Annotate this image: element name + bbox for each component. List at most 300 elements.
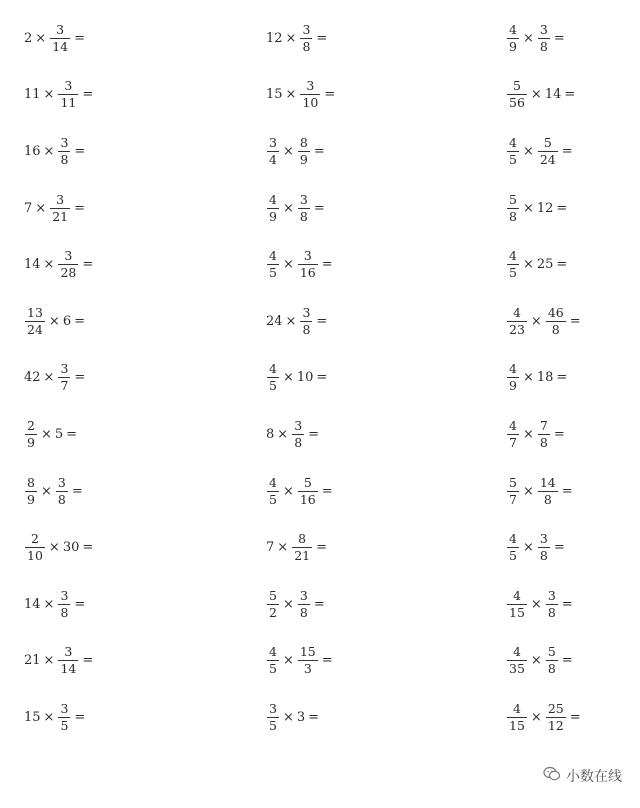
times-sign: × — [48, 313, 60, 329]
numerator: 4 — [509, 417, 517, 433]
numerator: 4 — [512, 700, 521, 716]
multiplication-problem — [24, 633, 224, 690]
equals-sign: = — [324, 87, 336, 103]
multiplication-problem — [506, 236, 640, 293]
denominator: 8 — [547, 604, 556, 620]
denominator: 5 — [269, 661, 277, 677]
denominator: 5 — [509, 151, 517, 167]
multiplication-problem — [24, 293, 224, 350]
times-sign: × — [530, 709, 542, 725]
denominator: 21 — [52, 208, 69, 224]
fraction-stack — [25, 476, 37, 507]
fraction-stack — [58, 362, 70, 393]
numerator: 4 — [269, 361, 277, 377]
fraction-stack — [298, 136, 310, 167]
denominator: 14 — [52, 38, 69, 54]
numerator: 3 — [269, 134, 277, 150]
multiplication-problem — [24, 576, 224, 633]
fraction-stack — [507, 193, 519, 224]
fraction — [266, 476, 280, 507]
equals-sign: = — [71, 483, 83, 499]
multiplication-problem — [266, 406, 466, 463]
numerator: 3 — [303, 248, 312, 264]
numerator: 4 — [509, 531, 517, 547]
equals-sign: = — [74, 30, 85, 46]
times-sign: × — [522, 540, 534, 556]
denominator: 15 — [509, 604, 525, 620]
fraction — [506, 306, 528, 337]
times-sign: × — [522, 200, 534, 216]
numerator: 3 — [269, 700, 277, 716]
multiplication-problem — [24, 10, 224, 67]
equals-sign: = — [82, 653, 94, 669]
denominator: 16 — [299, 491, 316, 507]
fraction-stack — [58, 79, 78, 110]
multiplication-problem — [24, 123, 224, 180]
whole-number: 10 — [296, 370, 314, 386]
equals-sign: = — [321, 653, 333, 669]
fraction-stack — [546, 306, 566, 337]
numerator: 14 — [539, 474, 556, 490]
numerator: 4 — [269, 644, 277, 660]
whole-number: 8 — [266, 426, 275, 442]
equals-sign: = — [74, 370, 86, 386]
equals-sign: = — [74, 596, 86, 612]
times-sign: × — [522, 483, 534, 499]
multiplication-problem — [266, 10, 466, 67]
multiplication-problem — [266, 293, 466, 350]
fraction-stack — [298, 249, 318, 280]
fraction — [537, 476, 559, 507]
denominator: 8 — [547, 661, 556, 677]
times-sign: × — [282, 200, 294, 216]
fraction-stack — [50, 23, 70, 54]
times-sign: × — [43, 370, 55, 386]
whole-number: 42 — [24, 370, 41, 386]
fraction-stack — [300, 306, 312, 337]
whole-number: 18 — [536, 370, 554, 386]
fraction — [506, 702, 528, 733]
multiplication-problem — [506, 10, 640, 67]
whole-number: 12 — [266, 30, 283, 46]
whole-number: 30 — [62, 540, 80, 556]
times-sign: × — [43, 143, 55, 159]
multiplication-problem — [24, 689, 224, 746]
fraction — [57, 249, 79, 280]
fraction-stack — [58, 589, 70, 620]
denominator: 5 — [269, 491, 277, 507]
multiplication-problem — [266, 463, 466, 520]
fraction-stack — [292, 419, 304, 450]
denominator: 9 — [509, 38, 517, 54]
multiplication-problem — [24, 67, 224, 124]
fraction-stack — [300, 79, 320, 110]
numerator: 5 — [303, 474, 312, 490]
multiplication-problem — [266, 350, 466, 407]
numerator: 7 — [539, 417, 548, 433]
numerator: 3 — [64, 78, 73, 94]
numerator: 4 — [509, 361, 517, 377]
equals-sign: = — [316, 370, 328, 386]
multiplication-problem — [506, 576, 640, 633]
denominator: 10 — [302, 95, 319, 111]
numerator: 3 — [547, 587, 556, 603]
numerator: 5 — [512, 78, 521, 94]
numerator: 3 — [302, 304, 311, 320]
times-sign: × — [285, 30, 297, 46]
fraction-stack — [507, 136, 519, 167]
times-sign: × — [522, 370, 534, 386]
times-sign: × — [48, 540, 60, 556]
fraction — [57, 136, 71, 167]
multiplication-problem — [506, 350, 640, 407]
multiplication-problem — [506, 293, 640, 350]
multiplication-problem — [24, 406, 224, 463]
times-sign: × — [285, 313, 297, 329]
multiplication-problem — [506, 123, 640, 180]
wechat-icon — [543, 766, 566, 786]
fraction — [537, 23, 551, 54]
denominator: 23 — [509, 321, 525, 337]
numerator: 15 — [299, 644, 316, 660]
whole-number: 14 — [24, 596, 41, 612]
watermark-text: 小数在线 — [566, 769, 622, 785]
times-sign: × — [35, 200, 47, 216]
numerator: 4 — [509, 248, 517, 264]
denominator: 15 — [509, 717, 525, 733]
numerator: 8 — [299, 134, 308, 150]
denominator: 28 — [60, 265, 77, 281]
fraction-stack — [298, 476, 318, 507]
fraction-stack — [267, 589, 279, 620]
numerator: 8 — [298, 531, 307, 547]
numerator: 3 — [64, 248, 73, 264]
numerator: 13 — [27, 304, 43, 320]
numerator: 4 — [269, 474, 277, 490]
equals-sign: = — [74, 143, 86, 159]
denominator: 8 — [539, 434, 548, 450]
numerator: 3 — [57, 474, 66, 490]
denominator: 16 — [299, 265, 316, 281]
fraction-stack — [267, 136, 279, 167]
equals-sign: = — [556, 370, 568, 386]
multiplication-problem — [24, 350, 224, 407]
fraction — [297, 136, 311, 167]
denominator: 8 — [299, 208, 308, 224]
whole-number: 15 — [266, 87, 283, 103]
equals-sign: = — [561, 143, 573, 159]
equals-sign: = — [74, 200, 85, 216]
fraction-stack — [507, 419, 519, 450]
denominator: 5 — [60, 717, 69, 733]
times-sign: × — [522, 426, 534, 442]
equals-sign: = — [553, 426, 565, 442]
denominator: 9 — [27, 491, 35, 507]
times-sign: × — [282, 370, 294, 386]
fraction — [57, 362, 71, 393]
equals-sign: = — [308, 709, 320, 725]
multiplication-problem — [266, 519, 466, 576]
multiplication-problem — [506, 689, 640, 746]
times-sign: × — [43, 653, 55, 669]
numerator: 3 — [56, 21, 65, 37]
fraction-stack — [267, 249, 279, 280]
fraction — [291, 419, 305, 450]
numerator: 5 — [543, 134, 552, 150]
equals-sign: = — [321, 257, 333, 273]
fraction-stack — [507, 589, 527, 620]
denominator: 14 — [60, 661, 77, 677]
numerator: 4 — [509, 134, 517, 150]
numerator: 3 — [60, 134, 69, 150]
equals-sign: = — [561, 596, 573, 612]
denominator: 8 — [60, 604, 69, 620]
fraction — [57, 589, 71, 620]
times-sign: × — [43, 257, 55, 273]
fraction-stack — [538, 476, 558, 507]
fraction — [506, 362, 520, 393]
times-sign: × — [530, 596, 542, 612]
multiplication-problem — [266, 689, 466, 746]
denominator: 8 — [60, 151, 69, 167]
multiplication-problem — [506, 406, 640, 463]
denominator: 7 — [509, 434, 517, 450]
whole-number: 7 — [24, 200, 33, 216]
fraction — [545, 645, 559, 676]
fraction-stack — [546, 589, 558, 620]
fraction-stack — [298, 645, 318, 676]
times-sign: × — [282, 596, 294, 612]
times-sign: × — [530, 87, 542, 103]
fraction-stack — [507, 702, 527, 733]
whole-number: 2 — [24, 30, 33, 46]
fraction — [266, 136, 280, 167]
fraction — [297, 645, 319, 676]
numerator: 25 — [547, 700, 564, 716]
numerator: 2 — [30, 531, 39, 547]
denominator: 8 — [57, 491, 66, 507]
fraction — [537, 532, 551, 563]
equals-sign: = — [316, 540, 327, 556]
multiplication-problem — [506, 519, 640, 576]
whole-number: 11 — [24, 87, 41, 103]
whole-number: 12 — [536, 200, 554, 216]
fraction-stack — [507, 645, 527, 676]
times-sign: × — [40, 426, 52, 442]
fraction-stack — [292, 532, 312, 563]
times-sign: × — [282, 257, 294, 273]
fraction-stack — [538, 136, 558, 167]
whole-number: 21 — [24, 653, 41, 669]
fraction — [545, 702, 567, 733]
equals-sign: = — [308, 426, 320, 442]
fraction — [299, 79, 321, 110]
numerator: 3 — [539, 21, 548, 37]
fraction — [266, 702, 280, 733]
equals-sign: = — [564, 87, 576, 103]
fraction-stack — [507, 306, 527, 337]
fraction — [299, 306, 313, 337]
equals-sign: = — [313, 200, 325, 216]
whole-number: 7 — [266, 540, 275, 556]
multiplication-problem — [506, 67, 640, 124]
times-sign: × — [282, 709, 294, 725]
numerator: 5 — [509, 474, 517, 490]
times-sign: × — [522, 143, 534, 159]
multiplication-problem — [506, 180, 640, 237]
times-sign: × — [277, 426, 289, 442]
numerator: 3 — [294, 417, 303, 433]
numerator: 3 — [60, 700, 69, 716]
numerator: 46 — [547, 304, 564, 320]
fraction — [24, 419, 38, 450]
times-sign: × — [35, 30, 47, 46]
multiplication-problem — [266, 67, 466, 124]
fraction-stack — [56, 476, 68, 507]
times-sign: × — [282, 483, 294, 499]
numerator: 3 — [56, 191, 65, 207]
numerator: 3 — [302, 21, 311, 37]
whole-number: 14 — [24, 257, 41, 273]
multiplication-problem — [266, 180, 466, 237]
fraction-stack — [298, 589, 310, 620]
equals-sign: = — [74, 313, 85, 329]
times-sign: × — [43, 87, 55, 103]
denominator: 5 — [509, 265, 517, 281]
numerator: 3 — [60, 361, 69, 377]
equals-sign: = — [569, 709, 581, 725]
denominator: 9 — [27, 434, 35, 450]
fraction-stack — [538, 419, 550, 450]
whole-number: 14 — [544, 87, 562, 103]
fraction — [57, 645, 79, 676]
fraction — [57, 79, 79, 110]
times-sign: × — [277, 540, 289, 556]
multiplication-problem — [266, 236, 466, 293]
denominator: 5 — [509, 548, 517, 564]
multiplication-problem — [266, 633, 466, 690]
equals-sign: = — [313, 143, 325, 159]
fraction — [299, 23, 313, 54]
whole-number: 16 — [24, 143, 41, 159]
times-sign: × — [43, 596, 55, 612]
fraction — [266, 645, 280, 676]
equals-sign: = — [553, 30, 565, 46]
numerator: 3 — [299, 191, 308, 207]
fraction-stack — [507, 532, 519, 563]
times-sign: × — [530, 313, 542, 329]
multiplication-problem — [24, 519, 224, 576]
denominator: 10 — [27, 548, 43, 564]
fraction — [49, 23, 71, 54]
equals-sign: = — [82, 257, 94, 273]
numerator: 3 — [306, 78, 315, 94]
numerator: 4 — [269, 191, 277, 207]
fraction — [266, 589, 280, 620]
fraction-stack — [267, 645, 279, 676]
equals-sign: = — [569, 313, 581, 329]
fraction — [297, 476, 319, 507]
fraction-stack — [50, 193, 70, 224]
problem-column — [506, 10, 640, 746]
fraction — [506, 419, 520, 450]
fraction — [266, 193, 280, 224]
whole-number: 24 — [266, 313, 283, 329]
fraction — [545, 589, 559, 620]
numerator: 3 — [299, 587, 308, 603]
numerator: 3 — [539, 531, 548, 547]
times-sign: × — [522, 257, 534, 273]
numerator: 5 — [269, 587, 277, 603]
equals-sign: = — [556, 257, 568, 273]
fraction-stack — [507, 79, 527, 110]
equals-sign: = — [313, 596, 325, 612]
denominator: 8 — [294, 434, 303, 450]
fraction-stack — [538, 23, 550, 54]
numerator: 4 — [512, 304, 521, 320]
denominator: 9 — [269, 208, 277, 224]
denominator: 8 — [509, 208, 517, 224]
fraction-stack — [25, 532, 45, 563]
fraction-stack — [267, 193, 279, 224]
denominator: 7 — [509, 491, 517, 507]
multiplication-problem — [24, 236, 224, 293]
fraction — [506, 136, 520, 167]
fraction-stack — [300, 23, 312, 54]
times-sign: × — [40, 483, 52, 499]
numerator: 5 — [509, 191, 517, 207]
fraction-stack — [507, 476, 519, 507]
fraction — [297, 249, 319, 280]
denominator: 21 — [294, 548, 311, 564]
fraction-stack — [507, 23, 519, 54]
denominator: 8 — [302, 321, 311, 337]
denominator: 56 — [509, 95, 525, 111]
fraction — [24, 306, 46, 337]
equals-sign: = — [82, 87, 94, 103]
whole-number: 6 — [62, 313, 72, 329]
fraction-stack — [58, 249, 78, 280]
denominator: 8 — [299, 604, 308, 620]
fraction-stack — [298, 193, 310, 224]
equals-sign: = — [316, 313, 328, 329]
denominator: 11 — [60, 95, 77, 111]
fraction — [537, 136, 559, 167]
denominator: 35 — [509, 661, 525, 677]
fraction — [24, 532, 46, 563]
fraction-stack — [267, 476, 279, 507]
fraction — [506, 79, 528, 110]
fraction — [266, 249, 280, 280]
problem-column — [266, 10, 466, 746]
fraction-stack — [58, 702, 70, 733]
denominator: 24 — [27, 321, 43, 337]
denominator: 8 — [539, 38, 548, 54]
numerator: 8 — [27, 474, 35, 490]
fraction — [506, 193, 520, 224]
whole-number: 15 — [24, 709, 41, 725]
fraction — [506, 476, 520, 507]
times-sign: × — [282, 653, 294, 669]
equals-sign: = — [66, 426, 78, 442]
equals-sign: = — [82, 540, 94, 556]
fraction — [537, 419, 551, 450]
numerator: 4 — [512, 644, 521, 660]
denominator: 4 — [269, 151, 277, 167]
fraction — [545, 306, 567, 337]
fraction — [506, 589, 528, 620]
fraction-stack — [538, 532, 550, 563]
